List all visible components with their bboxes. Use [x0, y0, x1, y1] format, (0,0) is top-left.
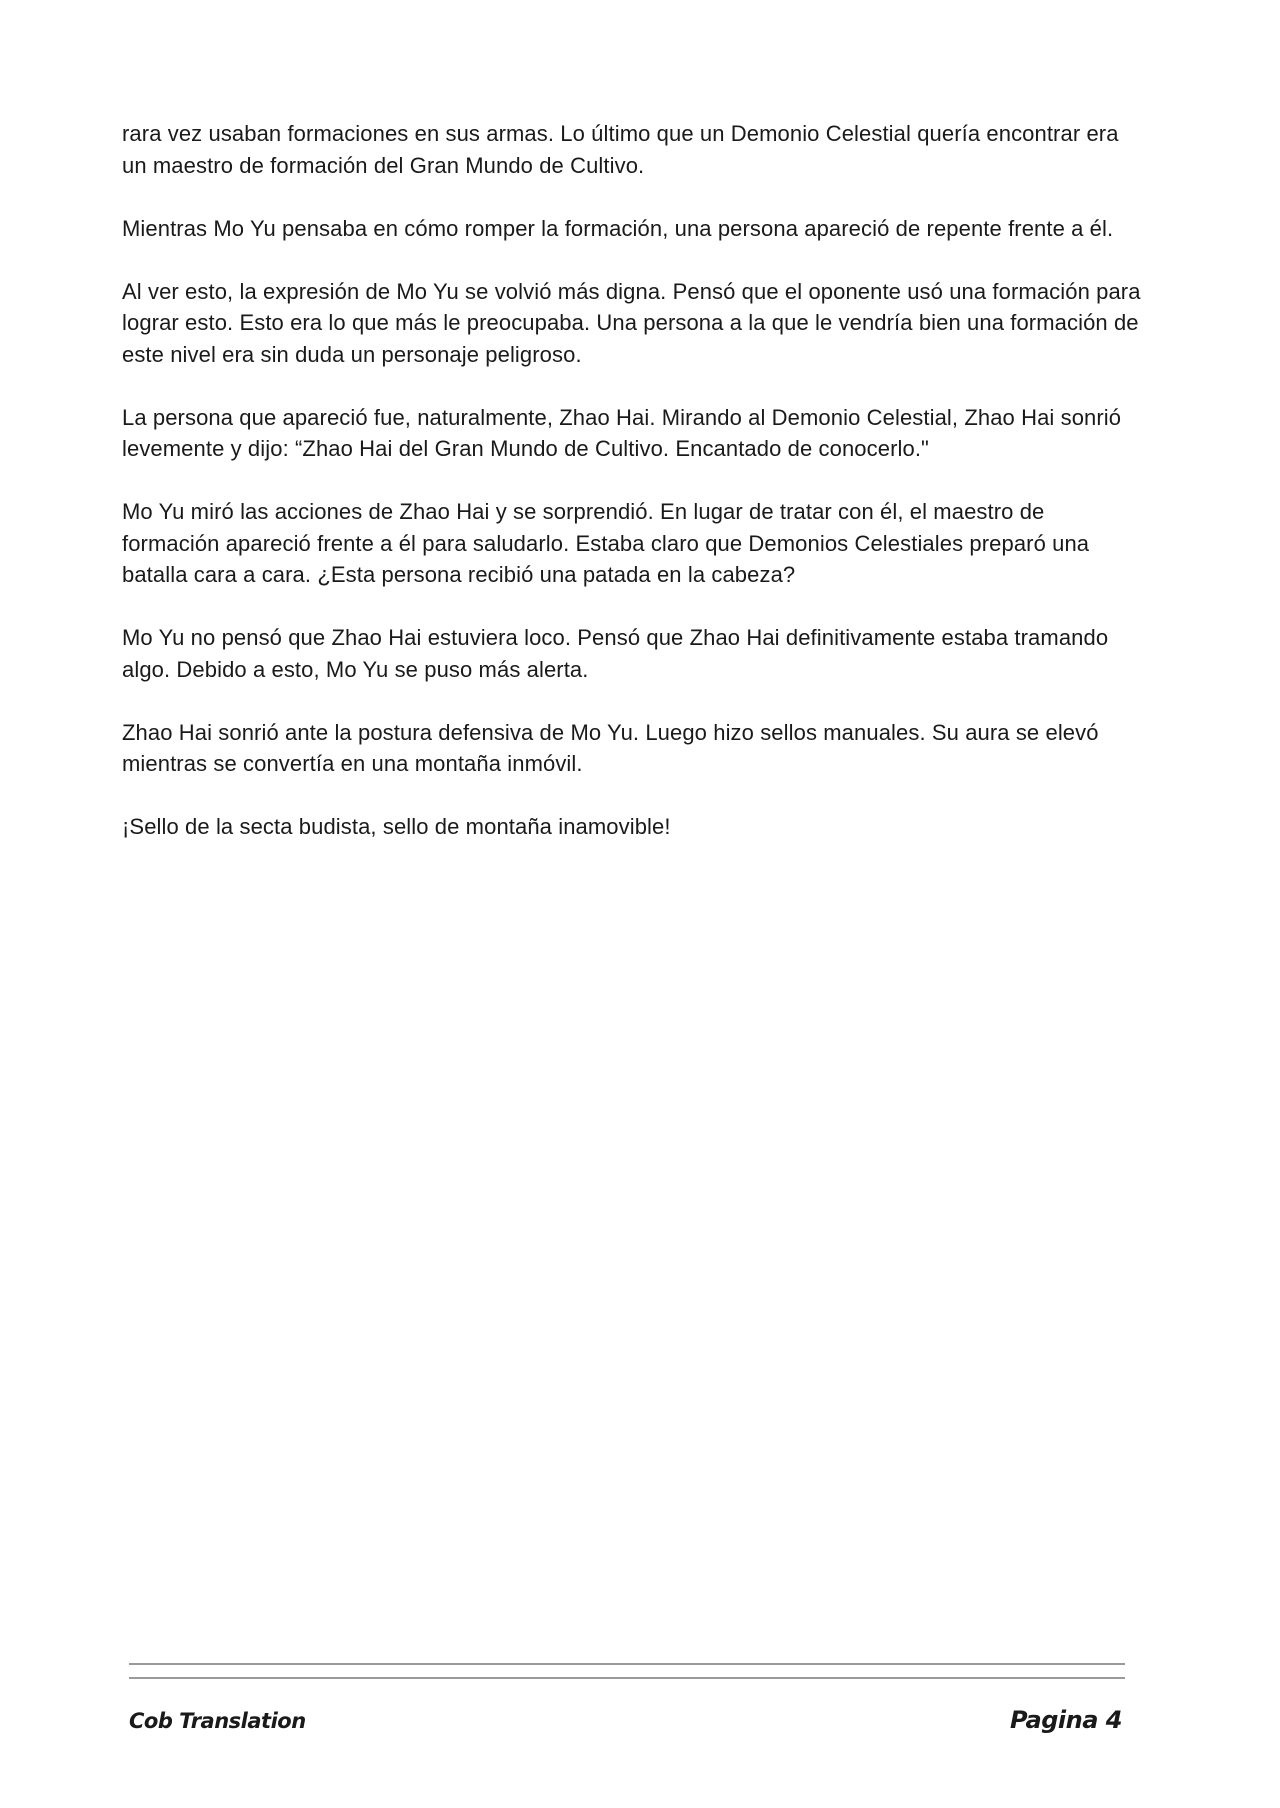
paragraph: Al ver esto, la expresión de Mo Yu se volvió más digna. Pensó que el oponente usó una formación para lograr esto. Esto era lo que más le preocupaba. Una persona a la que le vendría bien una formación de este nivel era sin duda un personaje peligroso.	[122, 278, 1141, 367]
paragraph: Mo Yu no pensó que Zhao Hai estuviera loco. Pensó que Zhao Hai definitivamente estaba tramando algo. Debido a esto, Mo Yu se puso más alerta.	[122, 625, 1109, 682]
paragraph: La persona que apareció fue, naturalmente, Zhao Hai. Mirando al Demonio Celestial, Zhao Hai sonrió levemente y dijo: “Zhao Hai del Gran Mundo de Cultivo. Encantado de conocerlo."	[122, 404, 1122, 461]
paragraph: Mientras Mo Yu pensaba en cómo romper la formación, una persona apareció de repente frente a él.	[122, 215, 1114, 241]
footer-rule-bottom	[129, 1677, 1125, 1679]
footer-rule-top	[129, 1663, 1125, 1665]
footer-divider	[129, 1663, 1125, 1679]
paragraph: Mo Yu miró las acciones de Zhao Hai y se sorprendió. En lugar de tratar con él, el maestro de formación apareció frente a él para saludarlo. Estaba claro que Demonios Celestiales preparó una batalla cara a cara. ¿Esta persona recibió una patada en la cabeza?	[122, 499, 1090, 587]
paragraph: rara vez usaban formaciones en sus armas. Lo último que un Demonio Celestial quería encontrar era un maestro de formación del Gran Mundo de Cultivo.	[122, 121, 1119, 178]
paragraph: ¡Sello de la secta budista, sello de montaña inamovible!	[122, 814, 671, 839]
page-body	[122, 118, 1142, 874]
footer-page-number: Pagina 4	[1010, 1706, 1122, 1734]
paragraph: Zhao Hai sonrió ante la postura defensiva de Mo Yu. Luego hizo sellos manuales. Su aura se elevó mientras se convertía en una montaña inmóvil.	[122, 719, 1099, 776]
footer-translator-credit: Cob Translation	[129, 1709, 306, 1733]
